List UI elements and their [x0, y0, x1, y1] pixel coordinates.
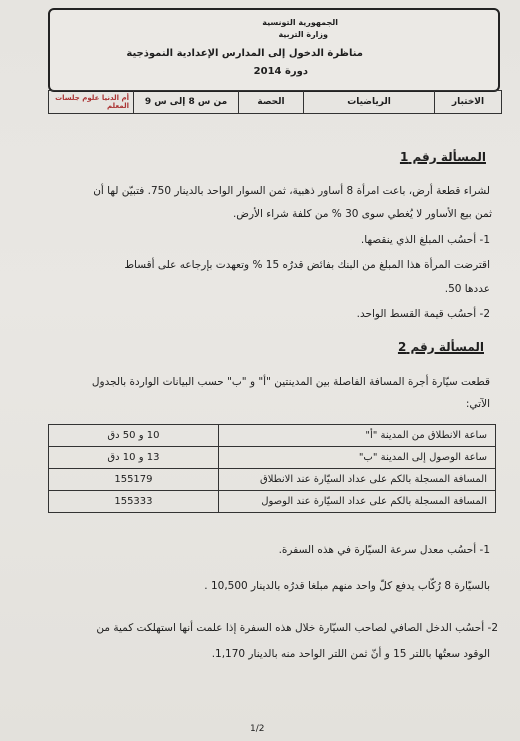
- problem-2-line-3: بالسيّارة 8 رُكّاب يدفع كلّ واحد منهم مبلغا قدرُه بالدينار 10,500 .: [204, 580, 490, 592]
- problem-1-line-4: عددها 50.: [444, 283, 490, 295]
- exam-title: مناظرة الدخول إلى المدارس الإعدادية النموذجية: [126, 48, 363, 59]
- problem-1-question-2: 2- أحسُب قيمة القسط الواحد.: [356, 308, 490, 320]
- table-row: [49, 425, 496, 447]
- subject-value: الرياضيات: [303, 91, 434, 113]
- table-row: [49, 491, 496, 513]
- table-cell-label: ساعة الانطلاق من المدينة "أ": [218, 425, 495, 447]
- problem-2-question-1: 1- أحسُب معدل سرعة السيّارة في هذه السفرة.: [278, 544, 490, 556]
- problem-1-line-2: ثمن بيع الأساور لا يُغطي سوى 30 % من كلفة شراء الأرض.: [232, 208, 492, 220]
- table-row: [49, 447, 496, 469]
- exam-info-row: [48, 90, 502, 114]
- page-number: 1/2: [250, 724, 265, 734]
- duration-value: من س 8 إلى س 9: [133, 91, 238, 113]
- exam-header: [48, 8, 500, 92]
- table-cell-value: 13 و 10 دق: [49, 447, 219, 469]
- problem-2-line-1: قطعت سيّارة أجرة المسافة الفاصلة بين المدينتين "أ" و "ب" حسب البيانات الواردة بالجدول: [91, 376, 490, 388]
- table-cell-label: ساعة الوصول إلى المدينة "ب": [218, 447, 495, 469]
- duration-label: الحصة: [238, 91, 303, 113]
- problem-1-line-1: لشراء قطعة أرض، باعت امرأة 8 أساور ذهبية، ثمن السوار الواحد بالدينار 750. فتبيّن لها أن: [93, 185, 490, 197]
- table-cell-value: 155179: [49, 469, 219, 491]
- subject-label: الاختبار: [434, 91, 501, 113]
- table-row: [49, 469, 496, 491]
- trip-data-table: [48, 424, 496, 513]
- table-cell-label: المسافة المسجلة بالكم على عداد السيّارة عند الانطلاق: [218, 469, 495, 491]
- table-cell-label: المسافة المسجلة بالكم على عداد السيّارة عند الوصول: [218, 491, 495, 513]
- exam-session: دورة 2014: [253, 66, 308, 77]
- stamp-note: أم الدنيا علوم جلسات المعلم: [55, 94, 129, 110]
- table-cell-value: 155333: [49, 491, 219, 513]
- problem-2-title: المسألة رقم 2: [397, 340, 484, 354]
- problem-2-question-2b: الوقود سعتُها باللتر 15 و أنّ ثمن اللتر الواحد منه بالدينار 1,170.: [211, 648, 490, 660]
- table-cell-value: 10 و 50 دق: [49, 425, 219, 447]
- problem-1-line-3: اقترضت المرأة هذا المبلغ من البنك بفائض قدرُه 15 % وتعهدت بإرجاعه على أقساط: [124, 259, 490, 271]
- problem-2-line-2: الآتي:: [465, 398, 490, 410]
- republic-name: الجمهورية التونسية: [262, 18, 338, 27]
- problem-1-question-1: 1- أحسُب المبلغ الذي ينقصها.: [360, 234, 490, 246]
- problem-1-title: المسألة رقم 1: [399, 150, 486, 164]
- ministry-name: وزارة التربية: [278, 30, 328, 39]
- problem-2-question-2a: 2- أحسُب الدخل الصافي لصاحب السيّارة خلال هذه السفرة إذا علمت أنها استهلكت كمية من: [96, 622, 498, 634]
